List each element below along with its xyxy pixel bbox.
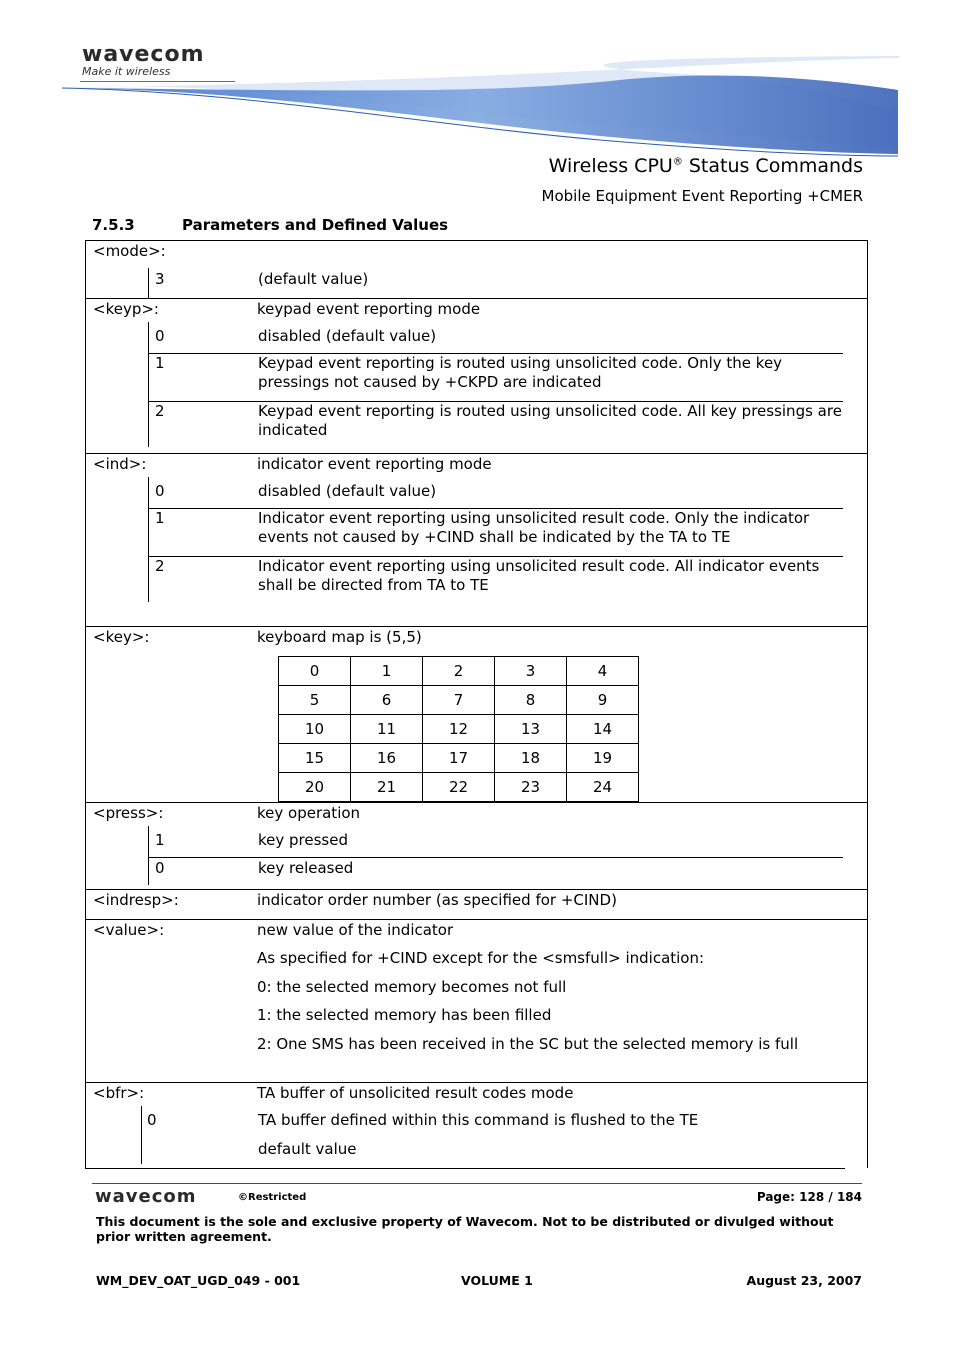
header-wave-banner	[0, 50, 954, 160]
keymap-cell: 24	[567, 773, 639, 802]
keymap-cell: 21	[351, 773, 423, 802]
keymap-cell: 1	[351, 657, 423, 686]
keymap-cell: 5	[279, 686, 351, 715]
param-mode: <mode>: 3 (default value)	[85, 240, 868, 299]
param-bfr: <bfr>: TA buffer of unsolicited result codes mode 0 TA buffer defined within this command is flushed to the TE default value	[85, 1083, 868, 1168]
footer-restricted: ©Restricted	[238, 1192, 307, 1203]
param-indresp: <indresp>: indicator order number (as specified for +CIND)	[85, 890, 868, 920]
keymap-cell: 22	[423, 773, 495, 802]
param-key: <key>: keyboard map is (5,5) 0 1 2 3 4 5 6 7 8 9 10 11 12 13 14 15 16 17 18 19 20 21 22 23 24	[85, 627, 868, 803]
keyboard-map-table	[278, 656, 639, 802]
table-bottom-rule	[85, 1168, 845, 1169]
keymap-cell: 17	[423, 744, 495, 773]
wavecom-logo: wavecom	[82, 42, 205, 67]
keymap-cell: 0	[279, 657, 351, 686]
keymap-cell: 8	[495, 686, 567, 715]
keymap-cell: 11	[351, 715, 423, 744]
param-press: <press>: key operation 1 key pressed 0 key released	[85, 803, 868, 890]
parameter-table	[85, 240, 868, 1168]
keymap-row	[279, 715, 639, 744]
keymap-cell: 3	[495, 657, 567, 686]
keymap-cell: 20	[279, 773, 351, 802]
document-title: Wireless CPU® Status Commands	[548, 155, 863, 177]
param-label: <mode>:	[93, 242, 166, 260]
keymap-cell: 18	[495, 744, 567, 773]
param-ind: <ind>: indicator event reporting mode 0 disabled (default value) 1 Indicator event reporting using unsolicited result code. Only the indicator events not caused by +CIND shall be indicated by the TA to TE 2 Indicator event reporting using unsolicited result code. All indicator events shall be directed from TA to TE	[85, 454, 868, 627]
page-number: Page: 128 / 184	[756, 1190, 862, 1204]
keymap-row	[279, 657, 639, 686]
keymap-cell: 13	[495, 715, 567, 744]
logo-tagline: Make it wireless	[82, 65, 171, 78]
footer-rule	[92, 1183, 862, 1184]
keymap-cell: 16	[351, 744, 423, 773]
keymap-cell: 4	[567, 657, 639, 686]
keymap-cell: 15	[279, 744, 351, 773]
keymap-cell: 12	[423, 715, 495, 744]
footer-wavecom-logo: wavecom	[95, 1186, 197, 1207]
param-keyp: <keyp>: keypad event reporting mode 0 disabled (default value) 1 Keypad event reporting is routed using unsolicited code. Only the key pressings not caused by +CKPD are indicated 2 Keypad event reporting is routed using unsolicited code. All key pressings are indicated	[85, 299, 868, 454]
keymap-cell: 10	[279, 715, 351, 744]
keymap-row	[279, 686, 639, 715]
document-subtitle: Mobile Equipment Event Reporting +CMER	[541, 187, 863, 205]
keymap-cell: 9	[567, 686, 639, 715]
keymap-cell: 23	[495, 773, 567, 802]
footer-notice: This document is the sole and exclusive property of Wavecom. Not to be distributed or divulged without prior written agreement.	[96, 1214, 834, 1244]
keymap-row	[279, 773, 639, 802]
keymap-cell: 2	[423, 657, 495, 686]
keymap-cell: 14	[567, 715, 639, 744]
document-reference: WM_DEV_OAT_UGD_049 - 001	[96, 1273, 301, 1288]
param-value: <value>: new value of the indicator As specified for +CIND except for the <smsfull> indication: 0: the selected memory becomes not full 1: the selected memory has been filled 2: One SMS has been received in the SC but the selected memory is full	[85, 920, 868, 1083]
keymap-cell: 7	[423, 686, 495, 715]
keymap-cell: 6	[351, 686, 423, 715]
volume-label: VOLUME 1	[461, 1273, 533, 1288]
document-date: August 23, 2007	[746, 1273, 862, 1288]
section-heading: 7.5.3 Parameters and Defined Values	[92, 216, 449, 234]
keymap-cell: 19	[567, 744, 639, 773]
keymap-row	[279, 744, 639, 773]
